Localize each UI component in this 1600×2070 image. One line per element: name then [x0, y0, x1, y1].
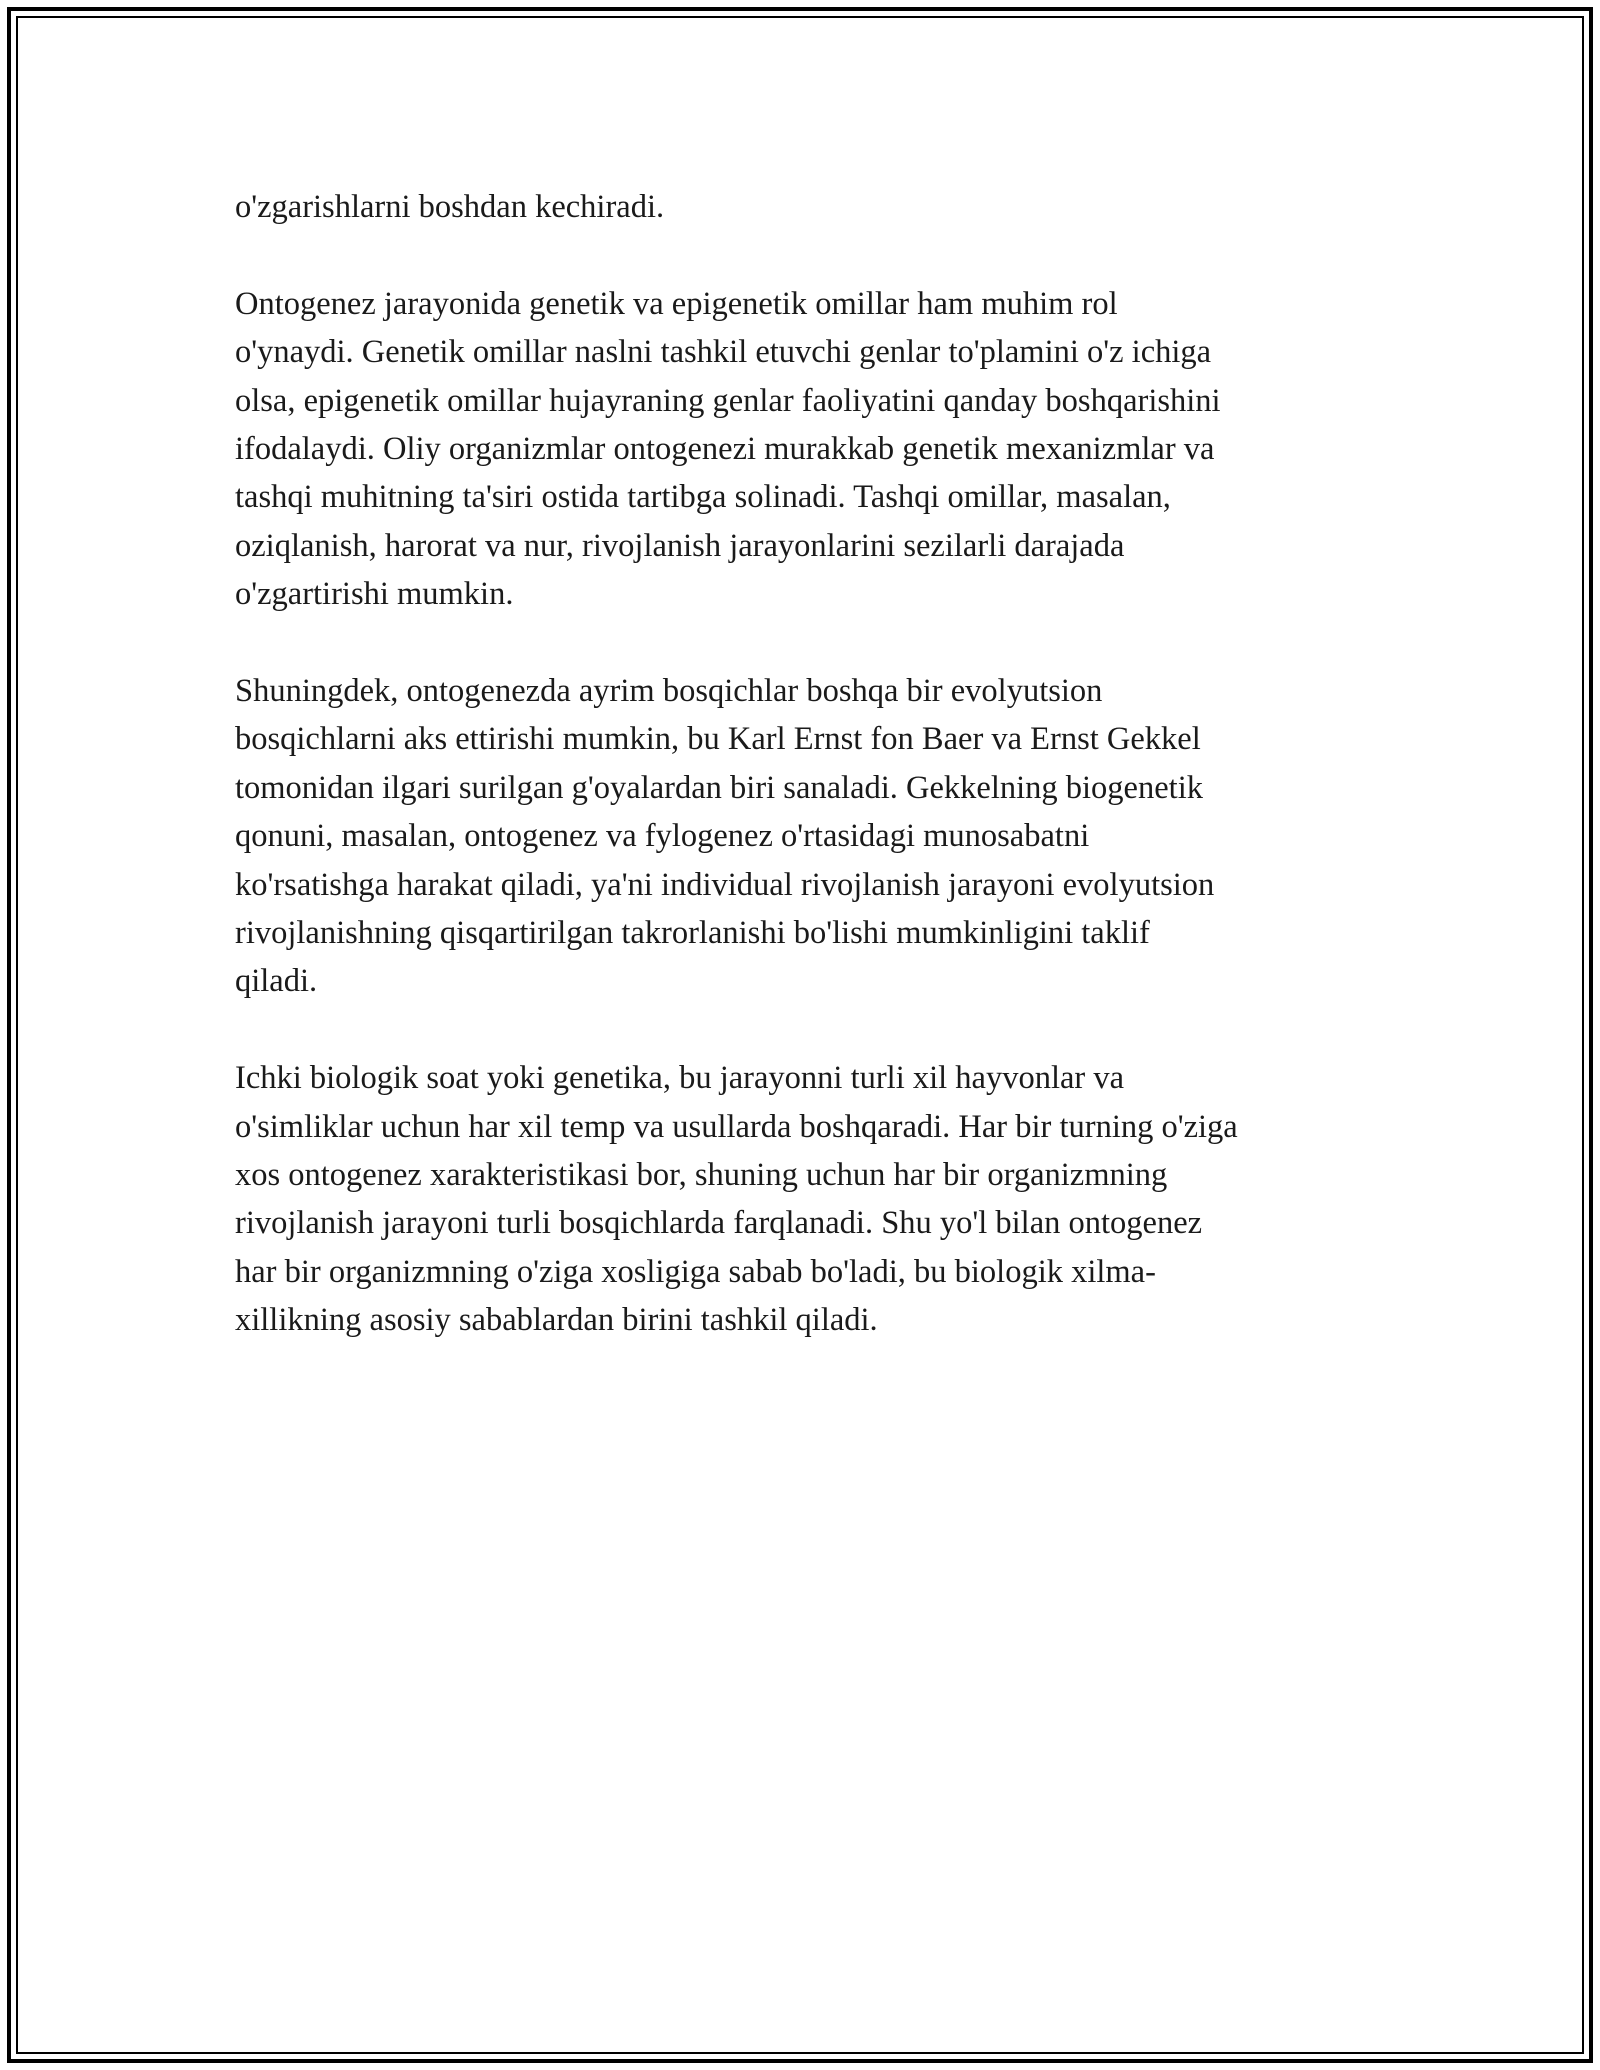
paragraph-genetic-factors: Ontogenez jarayonida genetik va epigenetik omillar ham muhim rol o'ynaydi. Genetik omillar naslni tashkil etuvchi genlar to'plamini o'z ichiga olsa, epigenetik omillar hujayraning genlar faoliyatini qanday boshqarishini ifodalaydi. Oliy organizmlar ontogenezi murakkab genetik mexanizmlar va tashqi muhitning ta'siri ostida tartibga solinadi. Tashqi omillar, masalan, oziqlanish, harorat va nur, rivojlanish jarayonlarini sezilarli darajada o'zgartirishi mumkin.: [235, 285, 1221, 613]
paragraph-continuation: o'zgarishlarni boshdan kechiradi.: [235, 189, 665, 225]
paragraph-biological-clock: Ichki biologik soat yoki genetika, bu jarayonni turli xil hayvonlar va o'simliklar uchun har xil temp va usullarda boshqaradi. Har bir turning o'ziga xos ontogenez xarakteristikasi bor, shuning uchun har bir organizmning rivojlanish jarayoni turli bosqichlarda farqlanadi. Shu yo'l bilan ontogenez har bir organizmning o'ziga xosligiga sabab bo'ladi, bu biologik xilma- xillikning asosiy sabablardan birini tashkil qiladi.: [235, 1060, 1238, 1339]
paragraph-biogenetic-law: Shuningdek, ontogenezda ayrim bosqichlar boshqa bir evolyutsion bosqichlarni aks ettirishi mumkin, bu Karl Ernst fon Baer va Ernst Gekkel tomonidan ilgari surilgan g'oyalardan biri sanaladi. Gekkelning biogenetik qonuni, masalan, ontogenez va fylogenez o'rtasidagi munosabatni ko'rsatishga harakat qiladi, ya'ni individual rivojlanish jarayoni evolyutsion rivojlanishning qisqartirilgan takrorlanishi bo'lishi mumkinligini taklif qiladi.: [235, 673, 1215, 1000]
document-body: [235, 183, 1375, 1393]
